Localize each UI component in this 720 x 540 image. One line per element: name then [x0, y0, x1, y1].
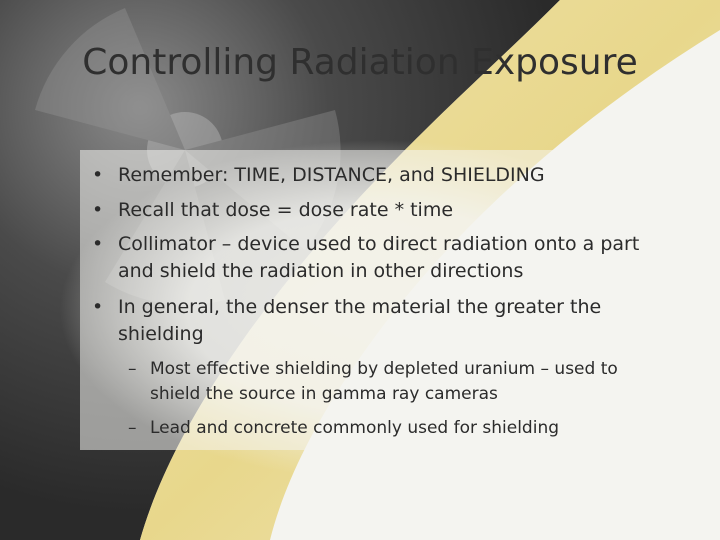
- bullet-item: Recall that dose = dose rate * time: [118, 199, 454, 221]
- bullet-item: [118, 162, 678, 189]
- bullet-marker: •: [92, 164, 104, 186]
- bullet-item: In general, the denser the material the greater the shielding: [118, 296, 602, 345]
- bullet-marker: •: [92, 233, 104, 255]
- slide-title: Controlling Radiation Exposure: [82, 42, 638, 83]
- sub-bullet-marker: –: [128, 359, 137, 379]
- bullet-marker: •: [92, 296, 104, 318]
- bullet-marker: •: [92, 199, 104, 221]
- bullet-text: Remember:: [118, 164, 235, 186]
- sub-bullet-item: Lead and concrete commonly used for shielding: [150, 418, 560, 438]
- sub-bullet-item: Most effective shielding by depleted uranium – used to shield the source in gamma ray cameras: [150, 359, 618, 404]
- bullet-item: Collimator – device used to direct radiation onto a part and shield the radiation in other directions: [118, 233, 640, 282]
- bullet-emphasis: TIME, DISTANCE, and SHIELDING: [234, 164, 545, 186]
- sub-bullet-marker: –: [128, 418, 137, 438]
